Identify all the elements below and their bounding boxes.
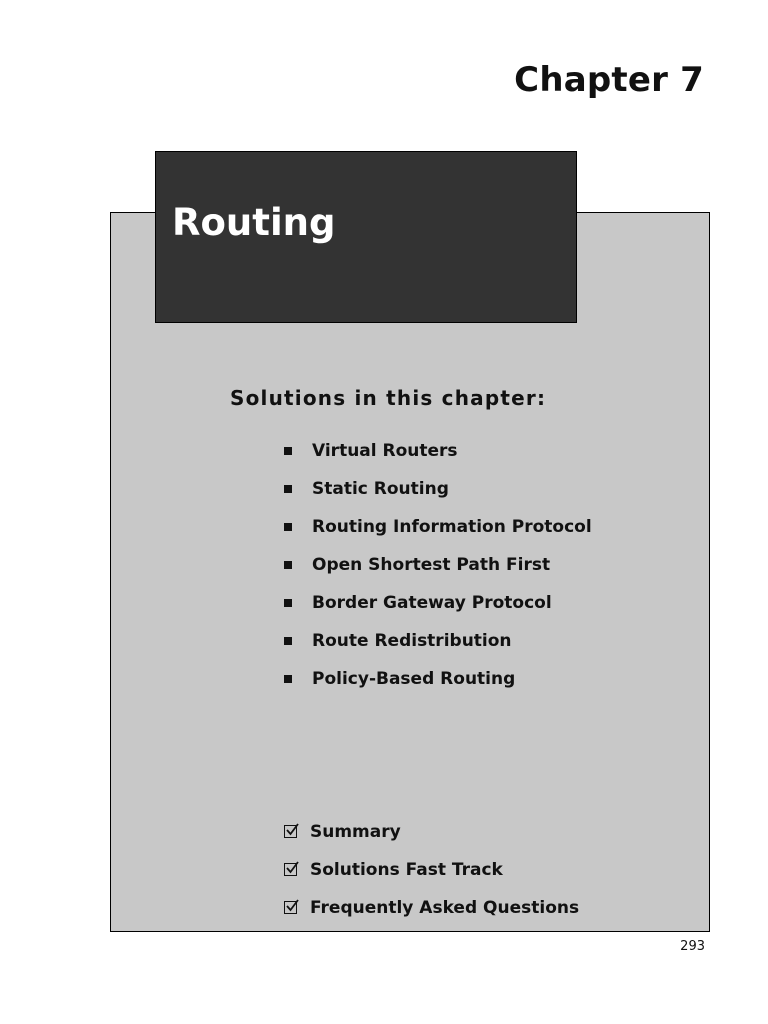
square-bullet-icon — [284, 637, 292, 645]
square-bullet-icon — [284, 447, 292, 455]
topic-item — [284, 476, 592, 514]
topic-label: Border Gateway Protocol — [312, 593, 552, 613]
chapter-title-box — [155, 151, 577, 323]
square-bullet-icon — [284, 523, 292, 531]
checkbox-checked-icon — [284, 901, 297, 914]
checklist-item — [284, 819, 579, 857]
topic-label: Open Shortest Path First — [312, 555, 551, 575]
topic-label: Route Redistribution — [312, 631, 512, 651]
topic-item — [284, 666, 592, 704]
topic-item — [284, 514, 592, 552]
checklist — [284, 819, 579, 933]
checkbox-checked-icon — [284, 825, 297, 838]
checklist-item — [284, 857, 579, 895]
topic-item — [284, 590, 592, 628]
square-bullet-icon — [284, 485, 292, 493]
chapter-number: Chapter 7 — [514, 60, 704, 100]
topic-item — [284, 438, 592, 476]
chapter-title: Routing — [172, 201, 336, 244]
square-bullet-icon — [284, 675, 292, 683]
page-number: 293 — [680, 939, 705, 954]
checklist-label: Frequently Asked Questions — [310, 898, 580, 918]
checkbox-checked-icon — [284, 863, 297, 876]
topic-label: Static Routing — [312, 479, 449, 499]
topic-label: Policy-Based Routing — [312, 669, 516, 689]
square-bullet-icon — [284, 599, 292, 607]
checklist-label: Solutions Fast Track — [310, 860, 503, 880]
solutions-heading: Solutions in this chapter: — [230, 386, 547, 410]
checklist-item — [284, 895, 579, 933]
square-bullet-icon — [284, 561, 292, 569]
topic-label: Virtual Routers — [312, 441, 458, 461]
checklist-label: Summary — [310, 822, 401, 842]
topic-list — [284, 438, 592, 704]
topic-item — [284, 628, 592, 666]
topic-label: Routing Information Protocol — [312, 517, 592, 537]
topic-item — [284, 552, 592, 590]
